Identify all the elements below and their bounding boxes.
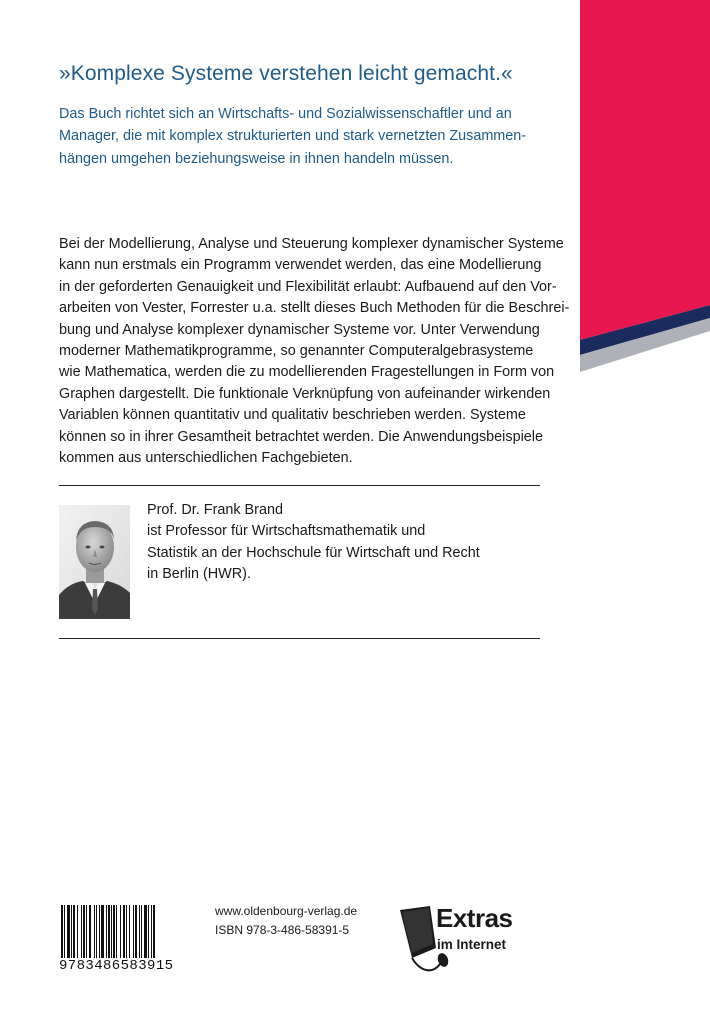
body-line: kommen aus unterschiedlichen Fachgebieten. (59, 450, 353, 467)
corner-red-band (580, 0, 710, 340)
body-line: wie Mathematica, werden die zu modellierenden Fragestellungen in Form von (59, 364, 555, 381)
body-line: bung und Analyse komplexer dynamischer Systeme vor. Unter Verwendung (59, 321, 540, 338)
author-bio-line: ist Professor für Wirtschaftsmathematik und (147, 523, 426, 540)
body-line: Variablen können quantitativ und qualitativ beschrieben werden. Systeme (59, 407, 526, 424)
body-line: moderner Mathematikprogramme, so genannter Computeralgebrasysteme (59, 343, 534, 360)
body-line: kann nun erstmals ein Programm verwendet werden, das eine Modellierung (59, 257, 542, 274)
intro-line: Manager, die mit komplex strukturierten und stark vernetzten Zusammen- (59, 128, 527, 145)
divider-bottom (59, 638, 540, 639)
isbn-text: ISBN 978-3-486-58391-5 (215, 923, 350, 937)
body-line: Graphen dargestellt. Die funktionale Verknüpfung von aufeinander wirkenden (59, 385, 551, 402)
author-photo (59, 505, 130, 619)
body-line: können so in ihrer Gesamtheit betrachtet werden. Die Anwendungsbeispiele (59, 428, 543, 445)
body-line: Bei der Modellierung, Analyse und Steuerung komplexer dynamischer Systeme (59, 236, 564, 252)
extras-logo-subtitle: im Internet (437, 937, 507, 952)
publisher-info (215, 902, 357, 940)
body-line: in der geforderten Genauigkeit und Flexibilität erlaubt: Aufbauend auf den Vor- (59, 278, 557, 295)
barcode-number: 9783486583915 (59, 958, 174, 974)
author-bio-line: in Berlin (HWR). (147, 566, 251, 583)
intro-line: Das Buch richtet sich an Wirtschafts- und Sozialwissenschaftler und an (59, 106, 512, 122)
publisher-website[interactable]: www.oldenbourg-verlag.de (215, 904, 358, 918)
extras-logo-word: Extras (436, 903, 513, 933)
intro-line: hängen umgehen beziehungsweise in ihnen handeln müssen. (59, 150, 454, 167)
divider-top (59, 485, 540, 486)
author-bio (147, 500, 480, 586)
author-name: Prof. Dr. Frank Brand (147, 502, 283, 518)
description-paragraph (59, 234, 570, 469)
author-bio-line: Statistik an der Hochschule für Wirtschaft und Recht (147, 544, 480, 561)
intro-paragraph (59, 103, 539, 170)
corner-graphic (580, 0, 710, 380)
body-line: arbeiten von Vester, Forrester u.a. stellt dieses Buch Methoden für die Beschrei- (59, 300, 570, 317)
isbn-barcode (59, 905, 197, 987)
headline: »Komplexe Systeme verstehen leicht gemacht.« (59, 62, 513, 85)
